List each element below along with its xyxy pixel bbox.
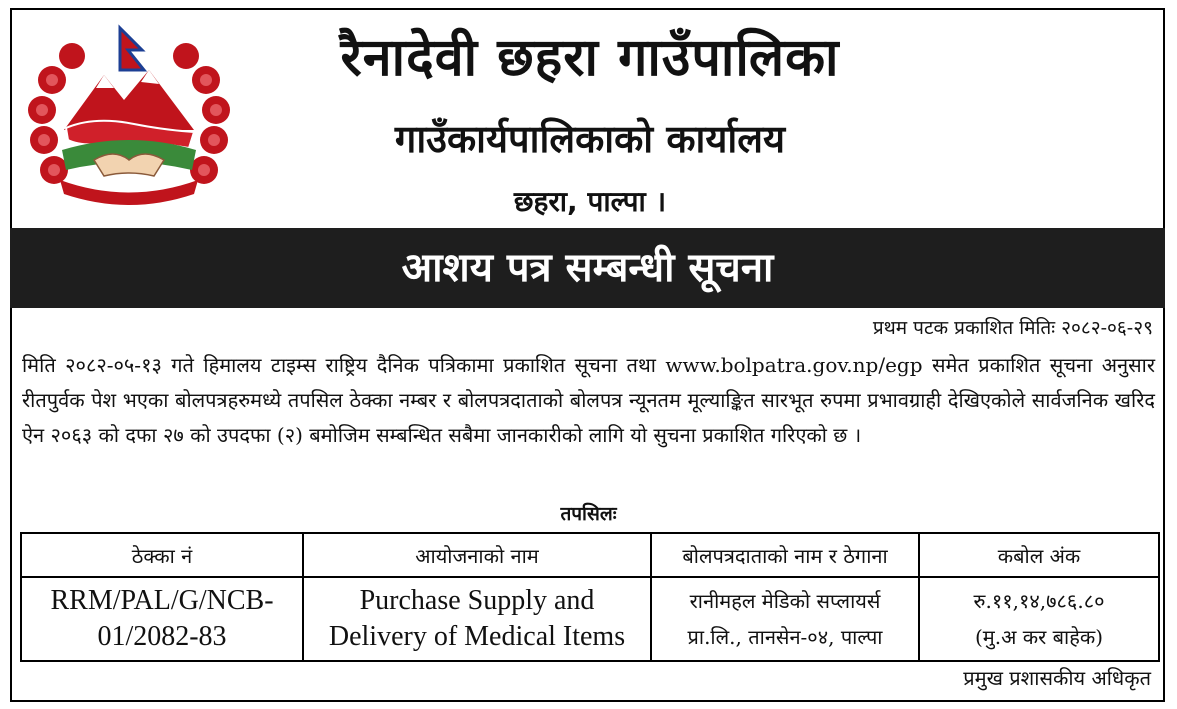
project-line2: Delivery of Medical Items — [328, 621, 626, 652]
contract-no-line1: RRM/PAL/G/NCB- — [50, 585, 274, 616]
project-name-cell — [303, 577, 651, 661]
nepal-emblem — [24, 20, 234, 210]
table-row — [21, 577, 1159, 661]
header-bidder: बोलपत्रदाताको नाम र ठेगाना — [651, 533, 919, 577]
signatory-title: प्रमुख प्रशासकीय अधिकृत — [963, 666, 1151, 690]
office-name: गाउँकार्यपालिकाको कार्यालय — [394, 117, 786, 161]
header-contract-no: ठेक्का नं — [21, 533, 303, 577]
bidder-line2: प्रा.लि., तानसेन-०४, पाल्पा — [687, 625, 883, 649]
org-name: रैनादेवी छहरा गाउँपालिका — [340, 28, 840, 88]
first-published-date: प्रथम पटक प्रकाशित मितिः २०८२-०६-२९ — [872, 317, 1153, 339]
project-line1: Purchase Supply and — [359, 585, 595, 616]
emblem-icon — [24, 20, 234, 210]
amount-line2: (मु.अ कर बाहेक) — [974, 625, 1104, 649]
office-location: छहरा, पाल्पा । — [513, 185, 667, 218]
bidder-line1: रानीमहल मेडिको सप्लायर्स — [689, 589, 881, 613]
notice-body: मिति २०८२-०५-१३ गते हिमालय टाइम्स राष्ट्रिय दैनिक पत्रिकामा प्रकाशित सूचना तथा www.bolpatra.gov.np/egp समेत प्रकाशित सूचना अनुसार रीतपुर्वक पेश भएका बोलपत्रहरुमध्ये तपसिल ठेक्का नम्बर र बोलपत्रदाताको बोलपत्र न्यूनतम मूल्याङ्कित सारभूत रुपमा प्रभावग्राही देखिएकोले सार्वजनिक खरिद ऐन २०६३ को दफा २७ को उपदफा (२) बमोजिम सम्बन्धित सबैमा जानकारीको लागि यो सुचना प्रकाशित गरिएको छ । — [22, 353, 1155, 447]
contract-no-cell — [21, 577, 303, 661]
amount-line1: रु.११,१४,७८६.८० — [973, 589, 1105, 613]
notice-title: आशय पत्र सम्बन्धी सूचना — [401, 245, 774, 291]
bid-amount-cell — [919, 577, 1159, 661]
notice-title-banner — [10, 228, 1165, 308]
details-label: तपसिलः — [560, 503, 617, 525]
bidder-cell — [651, 577, 919, 661]
header-bid-amount: कबोल अंक — [919, 533, 1159, 577]
award-table — [20, 532, 1160, 662]
header-project-name: आयोजनाको नाम — [303, 533, 651, 577]
contract-no-line2: 01/2082-83 — [97, 621, 227, 652]
table-header-row — [21, 533, 1159, 577]
